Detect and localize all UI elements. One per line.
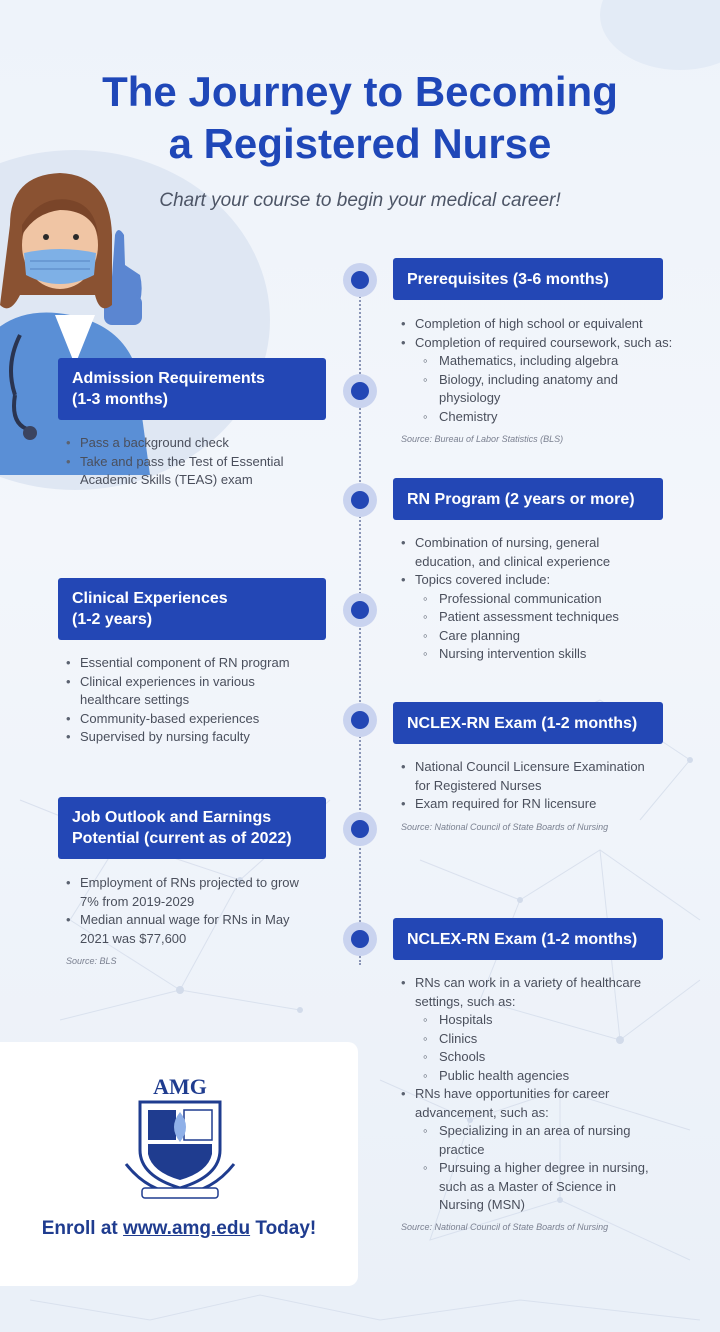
list-subitem: ◦ Professional communication <box>401 590 701 609</box>
list-subitem: ◦ Hospitals <box>401 1011 701 1030</box>
list-subitem: ◦ Mathematics, including algebra <box>401 352 701 371</box>
list-item: • Clinical experiences in various <box>66 673 346 692</box>
list-subitem-continued <box>401 1196 701 1215</box>
list-item: • Supervised by nursing faculty <box>66 728 346 747</box>
step-title-line: (1-2 years) <box>72 611 153 628</box>
list-item-text: education, and clinical experience <box>415 553 611 569</box>
list-item: • Completion of required coursework, such as: <box>401 334 701 353</box>
title-line-1: The Journey to Becoming <box>102 68 618 115</box>
list-item-continued <box>66 930 346 949</box>
list-item: • Median annual wage for RNs in May <box>66 911 346 930</box>
list-subitem: ◦ Specializing in an area of nursing <box>401 1122 701 1141</box>
list-item-continued <box>66 893 346 912</box>
list-subitem-text: physiology <box>439 390 501 405</box>
list-subitem-text: such as a Master of Science in <box>439 1178 617 1194</box>
amg-shield-logo-icon <box>118 1072 242 1204</box>
list-subitem-text: practice <box>439 1141 485 1157</box>
step-title-line: Job Outlook and Earnings <box>72 809 272 826</box>
timeline-dot-icon <box>343 922 377 956</box>
timeline-dot-icon <box>343 483 377 517</box>
list-subitem-continued <box>401 1178 701 1197</box>
nclex-2-list <box>401 974 701 1215</box>
list-subitem-text: Nursing (MSN) <box>439 1197 525 1212</box>
list-item: • Topics covered include: <box>401 571 701 590</box>
list-subitem: ◦ Pursuing a higher degree in nursing, <box>401 1159 701 1178</box>
list-item: • Exam required for RN licensure <box>401 795 701 814</box>
list-item-text: 7% from 2019-2029 <box>80 893 195 909</box>
list-subitem: ◦ Public health agencies <box>401 1067 701 1086</box>
timeline-dot-icon <box>343 263 377 297</box>
step-nclex-2-title: NCLEX-RN Exam (1-2 months) <box>393 918 663 960</box>
admission-list <box>66 434 346 490</box>
list-item: • Pass a background check <box>66 434 346 453</box>
step-clinical-title <box>58 578 326 640</box>
timeline-dot-icon <box>343 812 377 846</box>
step-title-line: Admission Requirements <box>72 370 265 387</box>
list-item: • Combination of nursing, general <box>401 534 701 553</box>
list-item: • Completion of high school or equivalent <box>401 315 701 334</box>
clinical-list <box>66 654 346 747</box>
list-item: • Take and pass the Test of Essential <box>66 453 346 472</box>
page-title <box>0 66 720 170</box>
title-line-2: a Registered Nurse <box>168 120 552 167</box>
list-item: • RNs can work in a variety of healthcare <box>401 974 701 993</box>
list-item-text: for Registered Nurses <box>415 777 542 793</box>
nurse-illustration-icon <box>0 165 160 475</box>
list-subitem: ◦ Clinics <box>401 1030 701 1049</box>
list-item-continued <box>401 553 701 572</box>
prerequisites-list <box>401 315 701 426</box>
nclex-list <box>401 758 701 814</box>
list-subitem: ◦ Care planning <box>401 627 701 646</box>
list-subitem-continued <box>401 1141 701 1160</box>
list-item-continued <box>66 471 346 490</box>
list-item-text: settings, such as: <box>415 993 516 1009</box>
source-note: Source: National Council of State Boards of Nursing <box>401 822 609 832</box>
list-subitem: ◦ Biology, including anatomy and <box>401 371 701 390</box>
list-item: • National Council Licensure Examination <box>401 758 701 777</box>
list-subitem: ◦ Nursing intervention skills <box>401 645 701 664</box>
enroll-call-to-action <box>0 1218 358 1240</box>
enroll-link[interactable]: www.amg.edu <box>123 1218 251 1239</box>
list-item-continued <box>401 777 701 796</box>
enroll-suffix: Today! <box>250 1218 317 1239</box>
list-item: • Community-based experiences <box>66 710 346 729</box>
list-item: • Essential component of RN program <box>66 654 346 673</box>
logo-text: AMG <box>153 1074 207 1099</box>
source-note: Source: BLS <box>66 956 117 966</box>
list-item-text: advancement, such as: <box>415 1104 549 1120</box>
source-note: Source: Bureau of Labor Statistics (BLS) <box>401 434 564 444</box>
step-admission-title <box>58 358 326 420</box>
list-item-text: 2021 was $77,600 <box>80 930 187 946</box>
step-title-line: (1-3 months) <box>72 391 168 408</box>
step-title-line: Potential (current as of 2022) <box>72 830 292 847</box>
list-item-continued <box>401 993 701 1012</box>
timeline-dot-icon <box>343 593 377 627</box>
rn-program-list <box>401 534 701 664</box>
list-item-continued <box>401 1104 701 1123</box>
step-rn-program-title: RN Program (2 years or more) <box>393 478 663 520</box>
list-subitem: ◦ Schools <box>401 1048 701 1067</box>
list-subitem: ◦ Chemistry <box>401 408 701 427</box>
step-prerequisites-title: Prerequisites (3-6 months) <box>393 258 663 300</box>
job-outlook-list <box>66 874 346 948</box>
list-subitem: ◦ Patient assessment techniques <box>401 608 701 627</box>
list-subitem-continued <box>401 389 701 408</box>
timeline-dot-icon <box>343 374 377 408</box>
timeline-dot-icon <box>343 703 377 737</box>
step-nclex-title: NCLEX-RN Exam (1-2 months) <box>393 702 663 744</box>
list-item-text: healthcare settings <box>80 692 190 707</box>
step-job-outlook-title <box>58 797 326 859</box>
list-item: • RNs have opportunities for career <box>401 1085 701 1104</box>
enroll-prefix: Enroll at <box>41 1218 124 1239</box>
list-item: • Employment of RNs projected to grow <box>66 874 346 893</box>
source-note: Source: National Council of State Boards of Nursing <box>401 1222 609 1232</box>
list-item-continued <box>66 691 346 710</box>
page-subtitle: Chart your course to begin your medical career! <box>159 190 561 211</box>
list-item-text: Academic Skills (TEAS) exam <box>80 472 253 487</box>
step-title-line: Clinical Experiences <box>72 590 228 607</box>
